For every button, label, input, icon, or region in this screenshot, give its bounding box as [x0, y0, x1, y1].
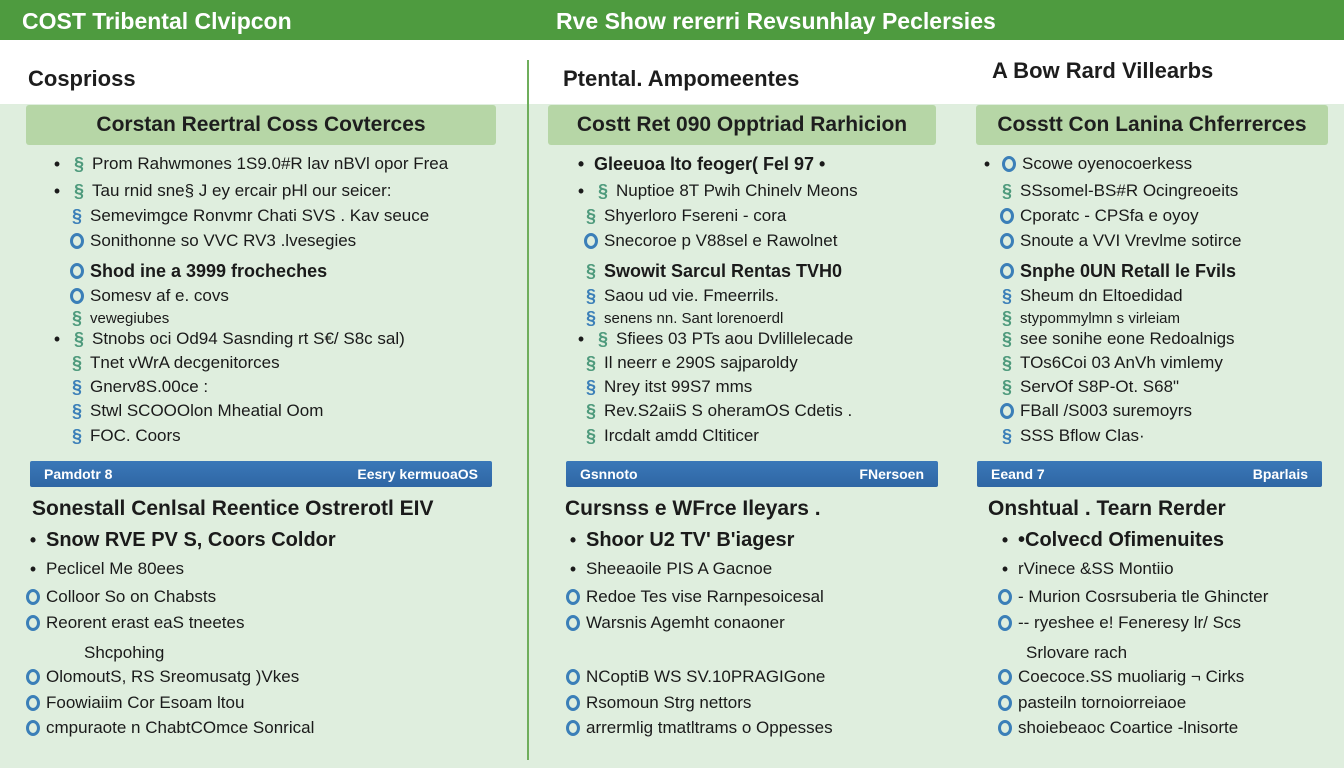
hook-icon: § [1001, 352, 1012, 373]
list-item-text: Sheum dn Eltoedidad [1020, 286, 1183, 305]
list-item [998, 307, 1180, 329]
list-item [582, 400, 852, 422]
list-item-text: Snecoroe p V88sel e Rawolnet [604, 231, 838, 250]
list-item-text: Snoute a VVI Vrevlme sotirce [1020, 231, 1242, 250]
detail-item [564, 557, 772, 581]
link-icon: § [1001, 425, 1012, 446]
ring-icon [566, 720, 580, 736]
ring-icon [70, 233, 84, 249]
list-item-text: Stwl SCOOOlon Mheatial Oom [90, 401, 324, 420]
ring-icon [26, 589, 40, 605]
hook-icon: § [71, 307, 82, 328]
list-item [68, 376, 208, 398]
detail-item-text: Srlovare rach [1026, 643, 1128, 662]
top-banner [0, 0, 1344, 40]
list-item-text: Shod ine a 3999 frocheches [90, 260, 328, 281]
list-item-text: vewegiubes [90, 309, 170, 327]
hook-icon: § [1001, 307, 1012, 328]
detail-item-text: pasteiln tornoiorreiaoe [1018, 693, 1187, 712]
link-icon: § [71, 425, 82, 446]
ring-icon [998, 615, 1012, 631]
list-item [68, 285, 229, 307]
detail-item-text: arrermlig tmatltrams o Oppesses [586, 718, 833, 737]
detail-item-text: Snow RVE PV S, Coors Coldor [46, 528, 336, 551]
ring-icon [566, 669, 580, 685]
ring-icon [1000, 208, 1014, 224]
detail-item [996, 528, 1224, 552]
ring-icon [26, 615, 40, 631]
link-icon: § [71, 205, 82, 226]
detail-item-text: NCoptiB WS SV.10PRAGIGone [586, 667, 826, 686]
bar-label-left: Pamdotr 8 [44, 466, 113, 482]
list-item-text: Tnet vWrA decgenitorces [90, 353, 280, 372]
detail-item [996, 716, 1238, 740]
link-icon: § [71, 376, 82, 397]
bullet-icon: • [29, 558, 37, 579]
detail-item [84, 641, 164, 665]
link-icon: § [585, 285, 596, 306]
hook-icon: § [71, 352, 82, 373]
detail-item [564, 665, 825, 689]
list-item-text: Ircdalt amdd Cltiticer [604, 426, 759, 445]
detail-item [996, 585, 1268, 609]
list-item [998, 425, 1145, 447]
detail-item-text: •Colvecd Ofimenuites [1018, 528, 1224, 551]
link-icon: § [71, 400, 82, 421]
detail-item-text: Shoor U2 TV' B'iagesr [586, 528, 795, 551]
detail-item [1026, 641, 1127, 665]
hook-icon: § [585, 260, 596, 281]
detail-item-text: Warsnis Agemht conaoner [586, 613, 785, 632]
list-item-text: ServOf S8P-Ot. S68" [1020, 377, 1180, 396]
ring-icon [1000, 403, 1014, 419]
list-item [68, 352, 280, 374]
list-item [68, 230, 356, 252]
ring-icon [1000, 233, 1014, 249]
list-item [582, 425, 759, 447]
list-item [582, 307, 783, 329]
link-icon: § [1001, 285, 1012, 306]
detail-item [996, 665, 1244, 689]
detail-item-text: Colloor So on Chabsts [46, 587, 217, 606]
list-item [998, 352, 1223, 374]
list-item [998, 376, 1179, 398]
list-item-text: Shyerloro Fsereni - cora [604, 206, 787, 225]
list-item-text: Scowe oyenocoerkess [1022, 154, 1193, 173]
list-item [572, 328, 853, 350]
detail-item-text: Sheeaoile PIS A Gacnoe [586, 559, 773, 578]
detail-item [24, 585, 216, 609]
list-item-text: Il neerr e 290S sajparoldy [604, 353, 798, 372]
list-item [582, 260, 842, 282]
list-item [582, 352, 798, 374]
list-item-text: Cporatc - CPSfa e oyoy [1020, 206, 1199, 225]
list-item-text: Prom Rahwmones 1S9.0#R lav nBVl opor Frea [92, 154, 449, 173]
bullet-icon: • [29, 529, 37, 550]
list-item [572, 180, 858, 202]
detail-item [564, 585, 824, 609]
detail-item-text: -- ryeshee e! Feneresy lr/ Scs [1018, 613, 1241, 632]
list-item [572, 153, 825, 175]
list-item-text: FOC. Coors [90, 426, 181, 445]
bullet-icon: • [577, 328, 585, 349]
hook-icon: § [1001, 328, 1012, 349]
bullet-icon: • [569, 558, 577, 579]
category-bar-2 [566, 461, 938, 487]
section-title-1: Sonestall Cenlsal Reentice Ostrerotl EIV [32, 497, 434, 520]
category-bar-3 [977, 461, 1322, 487]
ring-icon [998, 669, 1012, 685]
banner-title-right: Rve Show rererri Revsunhlay Peclersies [556, 8, 996, 34]
list-item [998, 260, 1236, 282]
list-item [582, 205, 786, 227]
list-item [48, 180, 392, 202]
hook-icon: § [597, 328, 608, 349]
ring-icon [1000, 263, 1014, 279]
list-item-text: Gleeuoa lto feoger( Fel 97 • [594, 153, 826, 174]
list-item [68, 307, 169, 329]
link-icon: § [585, 307, 596, 328]
banner-title-left: COST Tribental Clvipcon [22, 8, 292, 34]
list-item [998, 328, 1235, 350]
list-item-text: senens nn. Sant lorenoerdl [604, 309, 784, 327]
section-pill-2: Costt Ret 090 Opptriad Rarhicion [548, 105, 936, 145]
ring-icon [26, 720, 40, 736]
list-item [582, 230, 837, 252]
detail-item-text: rVinece &SS Montiio [1018, 559, 1174, 578]
list-item-text: FBall /S003 suremoyrs [1020, 401, 1192, 420]
hook-icon: § [585, 205, 596, 226]
detail-item-text: Peclicel Me 80ees [46, 559, 184, 578]
column-heading-1: Cosprioss [28, 66, 136, 91]
detail-list-2 [564, 528, 924, 748]
list-item-text: SSsomel-BS#R Ocingreoeits [1020, 181, 1239, 200]
bullet-icon: • [1001, 529, 1009, 550]
list-item-text: Sfiees 03 PTs aou Dvlillelecade [616, 329, 854, 348]
list-item [998, 230, 1241, 252]
hook-icon: § [73, 180, 84, 201]
list-item [998, 205, 1199, 227]
detail-item [996, 691, 1186, 715]
bar-label-right: FNersoen [859, 466, 924, 482]
list-item [48, 153, 448, 175]
list-item-text: Saou ud vie. Fmeerrils. [604, 286, 779, 305]
bullet-icon: • [577, 180, 585, 201]
ring-icon [26, 695, 40, 711]
list-item-text: see sonihe eone Redoalnigs [1020, 329, 1235, 348]
list-item-text: Nuptioe 8T Pwih Chinelv Meons [616, 181, 858, 200]
ring-icon [26, 669, 40, 685]
feature-list-1 [48, 153, 518, 453]
detail-item-text: shoiebeaoc Coartice -lnisorte [1018, 718, 1239, 737]
list-item [582, 285, 779, 307]
detail-item-text: Foowiaiim Cor Esoam ltou [46, 693, 245, 712]
hook-icon: § [73, 153, 84, 174]
list-item-text: TOs6Coi 03 AnVh vimlemy [1020, 353, 1223, 372]
list-item [998, 400, 1192, 422]
detail-item [564, 528, 794, 552]
list-item [48, 328, 405, 350]
list-item [582, 376, 752, 398]
hook-icon: § [1001, 180, 1012, 201]
list-item-text: Tau rnid sne§ J ey ercair pHl our seicer: [92, 181, 392, 200]
list-item-text: Sonithonne so VVC RV3 .lvesegies [90, 231, 357, 250]
column-heading-3: A Bow Rard Villearbs [992, 58, 1214, 83]
ring-icon [1002, 156, 1016, 172]
list-item [998, 180, 1238, 202]
list-item [978, 153, 1192, 175]
feature-list-2 [572, 153, 922, 453]
list-item-text: SSS Bflow Clas· [1020, 426, 1145, 445]
detail-item [24, 557, 184, 581]
list-item-text: Semevimgce Ronvmr Chati SVS . Kav seuce [90, 206, 430, 225]
ring-icon [998, 589, 1012, 605]
detail-item-text: - Murion Cosrsuberia tle Ghincter [1018, 587, 1269, 606]
list-item-text: Swowit Sarcul Rentas TVH0 [604, 260, 843, 281]
list-item-text: Rev.S2aiiS S oheramOS Cdetis . [604, 401, 853, 420]
detail-item [24, 665, 299, 689]
ring-icon [566, 589, 580, 605]
link-icon: § [585, 376, 596, 397]
list-item-text: Nrey itst 99S7 mms [604, 377, 753, 396]
list-item-text: Stnobs oci Od94 Sasnding rt S€/ S8c sal) [92, 329, 405, 348]
detail-item-text: Shcpohing [84, 643, 165, 662]
hook-icon: § [73, 328, 84, 349]
bullet-icon: • [53, 328, 61, 349]
detail-item-text: Coecoce.SS muoliarig ¬ Cirks [1018, 667, 1245, 686]
category-bar-1 [30, 461, 492, 487]
bullet-icon: • [53, 153, 61, 174]
detail-item [24, 691, 244, 715]
column-divider [527, 60, 529, 760]
feature-list-3 [978, 153, 1328, 453]
detail-item [564, 691, 751, 715]
list-item [68, 260, 327, 282]
section-title-2: Cursnss e WFrce Ileyars . [565, 497, 821, 520]
detail-item [24, 611, 244, 635]
detail-list-3 [996, 528, 1336, 748]
hook-icon: § [597, 180, 608, 201]
list-item-text: Gnerv8S.00ce : [90, 377, 209, 396]
bar-label-right: Bparlais [1252, 466, 1308, 482]
section-pill-3: Cosstt Con Lanina Chferrerces [976, 105, 1328, 145]
ring-icon [566, 695, 580, 711]
ring-icon [998, 695, 1012, 711]
bullet-icon: • [569, 529, 577, 550]
section-pill-1: Corstan Reertral Coss Covterces [26, 105, 496, 145]
detail-list-1 [24, 528, 504, 748]
list-item [68, 205, 429, 227]
detail-item-text: cmpuraote n ChabtCOmce Sonrical [46, 718, 315, 737]
hook-icon: § [1001, 376, 1012, 397]
ring-icon [566, 615, 580, 631]
ring-icon [584, 233, 598, 249]
bullet-icon: • [983, 153, 991, 174]
bar-label-left: Eeand 7 [991, 466, 1045, 482]
bar-label-left: Gsnnoto [580, 466, 638, 482]
detail-item [564, 611, 785, 635]
detail-item-text: Redoe Tes vise Rarnpesoicesal [586, 587, 824, 606]
detail-item [564, 716, 833, 740]
list-item-text: Somesv af e. covs [90, 286, 229, 305]
list-item [68, 425, 181, 447]
detail-item-text: OlomoutS, RS Sreomusatg )Vkes [46, 667, 300, 686]
detail-item-text: Rsomoun Strg nettors [586, 693, 752, 712]
bar-label-right: Eesry kermuoaOS [357, 466, 478, 482]
detail-item-text: Reorent erast eaS tneetes [46, 613, 245, 632]
ring-icon [70, 288, 84, 304]
ring-icon [998, 720, 1012, 736]
hook-icon: § [585, 352, 596, 373]
detail-item [996, 611, 1241, 635]
list-item [998, 285, 1183, 307]
detail-item [996, 557, 1174, 581]
section-title-3: Onshtual . Tearn Rerder [988, 497, 1226, 520]
column-heading-2: Ptental. Ampomeentes [563, 66, 800, 91]
bullet-icon: • [53, 180, 61, 201]
bullet-icon: • [577, 153, 585, 174]
hook-icon: § [585, 425, 596, 446]
hook-icon: § [585, 400, 596, 421]
detail-item [24, 528, 336, 552]
bullet-icon: • [1001, 558, 1009, 579]
ring-icon [70, 263, 84, 279]
detail-item [24, 716, 314, 740]
list-item-text: stypommylmn s virleiam [1020, 309, 1181, 327]
list-item-text: Snphe 0UN Retall le Fvils [1020, 260, 1237, 281]
list-item [68, 400, 323, 422]
